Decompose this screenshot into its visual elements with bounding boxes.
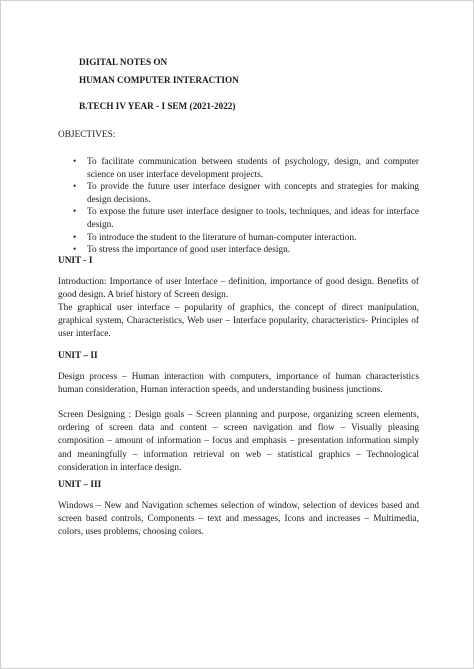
unit-1-paragraph-2: The graphical user interface – popularity of graphics, the concept of direct manipulation, graphical system, Characteristics, Web user – Interface popularity, characteristics- Principles of user interface. [58,303,419,340]
title-line-1: DIGITAL NOTES ON [79,57,168,67]
year-line: B.TECH IV YEAR - I SEM (2021-2022) [79,101,236,111]
bullet-icon: • [73,182,77,193]
unit-3-paragraph-1: Windows – New and Navigation schemes selection of window, selection of devices based and screen based controls, Components – text and messages, Icons and increases – Multimedia, colors, uses problems, choosing colors. [58,501,419,538]
list-item: • To introduce the student to the literature of human-computer interaction. [73,232,357,243]
unit-2-paragraph-1: Design process – Human interaction with computers, importance of human characteristics human consideration, Human interaction speeds, and understanding business junctions. [58,372,419,396]
objectives-list [73,156,419,257]
unit-1-paragraph-1: Introduction: Importance of user Interface – definition, importance of good design. Benefits of good design. A brief history of Screen design. [58,277,419,301]
bullet-icon: • [73,232,77,243]
list-item: • To facilitate communication between students of psychology, design, and computer science on user interface development projects. [73,157,419,180]
bullet-icon: • [73,157,77,167]
objectives-heading: OBJECTIVES: [58,130,116,140]
unit-2-paragraph-2: Screen Designing : Design goals – Screen planning and purpose, organizing screen elements, ordering of screen data and content – screen navigation and flow – Visually pleasing composition – amount of information – focus and emphasis – presentation information simply and meaningfully – information retrieval on web – statistical graphics – Technological consideration in interface design. [58,410,419,473]
list-item: • To expose the future user interface designer to tools, techniques, and ideas for interface design. [73,207,419,230]
unit-3-heading: UNIT – III [58,480,102,490]
bullet-icon: • [73,245,77,256]
list-item: • To provide the future user interface designer with concepts and strategies for making design decisions. [73,182,419,205]
unit-1-heading: UNIT - I [58,256,93,266]
list-item: • To stress the importance of good user interface design. [73,245,291,256]
title-line-2: HUMAN COMPUTER INTERACTION [79,75,239,85]
unit-2-heading: UNIT – II [58,351,98,361]
bullet-icon: • [73,207,77,218]
